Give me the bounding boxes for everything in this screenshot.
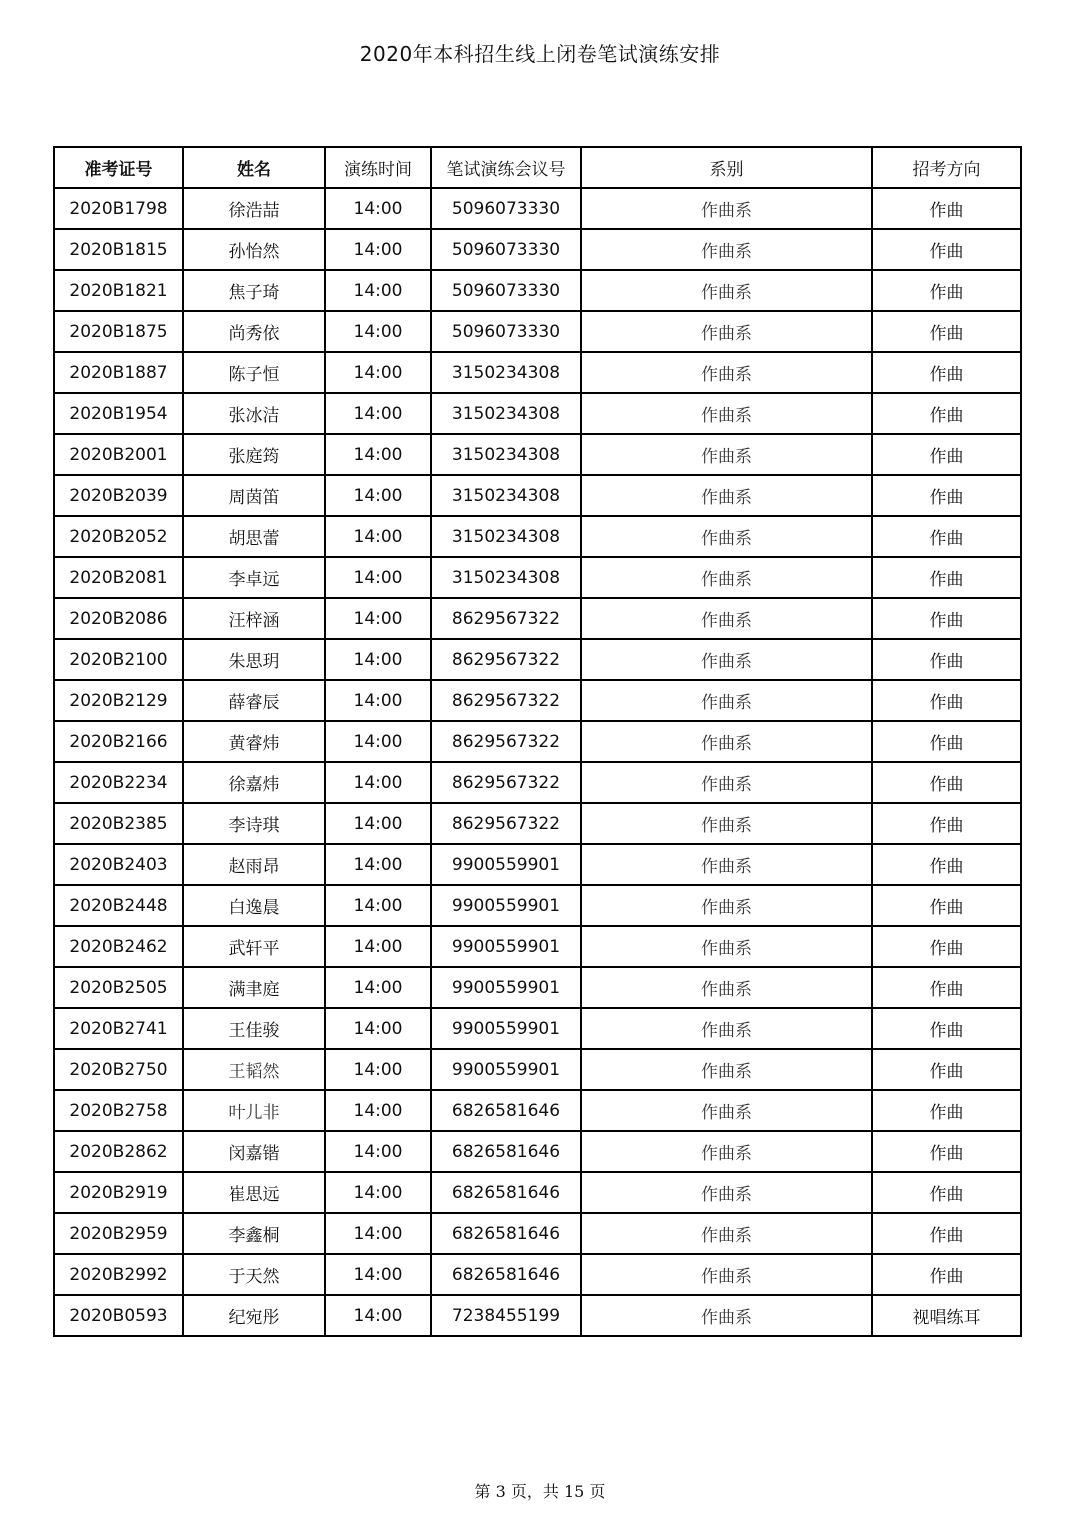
cell-department: 作曲系 — [581, 1090, 872, 1131]
table-row — [54, 1090, 1021, 1131]
cell-major: 作曲 — [872, 229, 1021, 270]
cell-department: 作曲系 — [581, 475, 872, 516]
table-row — [54, 557, 1021, 598]
cell-name: 李卓远 — [183, 557, 325, 598]
cell-meeting-id: 6826581646 — [431, 1254, 581, 1295]
cell-name: 徐浩喆 — [183, 188, 325, 229]
cell-name: 孙怡然 — [183, 229, 325, 270]
cell-time: 14:00 — [325, 557, 431, 598]
table-row — [54, 475, 1021, 516]
cell-name: 王佳骏 — [183, 1008, 325, 1049]
cell-meeting-id: 8629567322 — [431, 639, 581, 680]
table-row — [54, 352, 1021, 393]
table-row — [54, 393, 1021, 434]
cell-exam-id: 2020B1798 — [54, 188, 183, 229]
cell-time: 14:00 — [325, 475, 431, 516]
cell-time: 14:00 — [325, 803, 431, 844]
cell-name: 李诗琪 — [183, 803, 325, 844]
cell-department: 作曲系 — [581, 721, 872, 762]
cell-meeting-id: 6826581646 — [431, 1090, 581, 1131]
cell-exam-id: 2020B2862 — [54, 1131, 183, 1172]
cell-meeting-id: 6826581646 — [431, 1213, 581, 1254]
cell-meeting-id: 7238455199 — [431, 1295, 581, 1336]
cell-exam-id: 2020B0593 — [54, 1295, 183, 1336]
cell-name: 赵雨昂 — [183, 844, 325, 885]
cell-name: 黄睿炜 — [183, 721, 325, 762]
table-row — [54, 885, 1021, 926]
cell-major: 视唱练耳 — [872, 1295, 1021, 1336]
cell-name: 武轩平 — [183, 926, 325, 967]
cell-department: 作曲系 — [581, 393, 872, 434]
header-name: 姓名 — [183, 147, 325, 188]
cell-meeting-id: 9900559901 — [431, 1008, 581, 1049]
cell-major: 作曲 — [872, 967, 1021, 1008]
cell-meeting-id: 3150234308 — [431, 352, 581, 393]
table-row — [54, 1213, 1021, 1254]
cell-meeting-id: 8629567322 — [431, 762, 581, 803]
cell-department: 作曲系 — [581, 639, 872, 680]
cell-exam-id: 2020B2741 — [54, 1008, 183, 1049]
table-row — [54, 1254, 1021, 1295]
cell-time: 14:00 — [325, 229, 431, 270]
cell-time: 14:00 — [325, 844, 431, 885]
cell-meeting-id: 5096073330 — [431, 311, 581, 352]
cell-meeting-id: 3150234308 — [431, 516, 581, 557]
cell-department: 作曲系 — [581, 680, 872, 721]
cell-major: 作曲 — [872, 598, 1021, 639]
cell-name: 张庭筠 — [183, 434, 325, 475]
cell-exam-id: 2020B2919 — [54, 1172, 183, 1213]
cell-major: 作曲 — [872, 1213, 1021, 1254]
cell-major: 作曲 — [872, 1172, 1021, 1213]
cell-exam-id: 2020B2086 — [54, 598, 183, 639]
cell-time: 14:00 — [325, 270, 431, 311]
cell-department: 作曲系 — [581, 434, 872, 475]
header-time: 演练时间 — [325, 147, 431, 188]
cell-major: 作曲 — [872, 721, 1021, 762]
table-row — [54, 1049, 1021, 1090]
cell-meeting-id: 8629567322 — [431, 803, 581, 844]
cell-major: 作曲 — [872, 639, 1021, 680]
cell-department: 作曲系 — [581, 598, 872, 639]
cell-name: 焦子琦 — [183, 270, 325, 311]
cell-meeting-id: 9900559901 — [431, 926, 581, 967]
table-row — [54, 639, 1021, 680]
cell-department: 作曲系 — [581, 844, 872, 885]
cell-name: 李鑫桐 — [183, 1213, 325, 1254]
table-row — [54, 1172, 1021, 1213]
cell-time: 14:00 — [325, 434, 431, 475]
cell-name: 薛睿辰 — [183, 680, 325, 721]
cell-exam-id: 2020B2001 — [54, 434, 183, 475]
cell-name: 叶儿非 — [183, 1090, 325, 1131]
cell-exam-id: 2020B2403 — [54, 844, 183, 885]
cell-major: 作曲 — [872, 311, 1021, 352]
table-header — [54, 147, 1021, 188]
header-department: 系别 — [581, 147, 872, 188]
cell-exam-id: 2020B2385 — [54, 803, 183, 844]
page-title: 2020年本科招生线上闭卷笔试演练安排 — [359, 42, 721, 66]
cell-time: 14:00 — [325, 680, 431, 721]
cell-major: 作曲 — [872, 844, 1021, 885]
cell-exam-id: 2020B1875 — [54, 311, 183, 352]
cell-name: 崔思远 — [183, 1172, 325, 1213]
cell-name: 白逸晨 — [183, 885, 325, 926]
cell-name: 于天然 — [183, 1254, 325, 1295]
cell-major: 作曲 — [872, 434, 1021, 475]
cell-name: 汪梓涵 — [183, 598, 325, 639]
table-row — [54, 516, 1021, 557]
cell-major: 作曲 — [872, 885, 1021, 926]
cell-time: 14:00 — [325, 352, 431, 393]
table-row — [54, 762, 1021, 803]
cell-major: 作曲 — [872, 1090, 1021, 1131]
cell-name: 朱思玥 — [183, 639, 325, 680]
cell-time: 14:00 — [325, 926, 431, 967]
cell-exam-id: 2020B1821 — [54, 270, 183, 311]
cell-department: 作曲系 — [581, 1213, 872, 1254]
cell-department: 作曲系 — [581, 1049, 872, 1090]
table-row — [54, 926, 1021, 967]
table-row — [54, 229, 1021, 270]
cell-name: 闵嘉锴 — [183, 1131, 325, 1172]
cell-time: 14:00 — [325, 1295, 431, 1336]
cell-exam-id: 2020B1815 — [54, 229, 183, 270]
cell-meeting-id: 5096073330 — [431, 188, 581, 229]
cell-meeting-id: 6826581646 — [431, 1131, 581, 1172]
cell-time: 14:00 — [325, 1254, 431, 1295]
cell-department: 作曲系 — [581, 762, 872, 803]
cell-exam-id: 2020B2039 — [54, 475, 183, 516]
cell-major: 作曲 — [872, 557, 1021, 598]
header-meeting-id: 笔试演练会议号 — [431, 147, 581, 188]
table-body — [54, 188, 1021, 1336]
cell-meeting-id: 8629567322 — [431, 598, 581, 639]
cell-meeting-id: 5096073330 — [431, 270, 581, 311]
cell-time: 14:00 — [325, 1008, 431, 1049]
cell-exam-id: 2020B2081 — [54, 557, 183, 598]
table-row — [54, 1295, 1021, 1336]
cell-name: 纪宛彤 — [183, 1295, 325, 1336]
cell-exam-id: 2020B2166 — [54, 721, 183, 762]
cell-exam-id: 2020B2462 — [54, 926, 183, 967]
table-row — [54, 680, 1021, 721]
cell-department: 作曲系 — [581, 557, 872, 598]
cell-department: 作曲系 — [581, 188, 872, 229]
table-row — [54, 270, 1021, 311]
table-row — [54, 844, 1021, 885]
cell-department: 作曲系 — [581, 229, 872, 270]
page-footer: 第 3 页，共 15 页 — [474, 1482, 606, 1501]
cell-major: 作曲 — [872, 188, 1021, 229]
table-row — [54, 721, 1021, 762]
table-row — [54, 598, 1021, 639]
cell-meeting-id: 3150234308 — [431, 475, 581, 516]
cell-major: 作曲 — [872, 762, 1021, 803]
cell-exam-id: 2020B2234 — [54, 762, 183, 803]
cell-major: 作曲 — [872, 1131, 1021, 1172]
cell-major: 作曲 — [872, 516, 1021, 557]
cell-department: 作曲系 — [581, 926, 872, 967]
cell-time: 14:00 — [325, 1213, 431, 1254]
cell-exam-id: 2020B2758 — [54, 1090, 183, 1131]
cell-time: 14:00 — [325, 967, 431, 1008]
cell-meeting-id: 8629567322 — [431, 721, 581, 762]
cell-exam-id: 2020B2100 — [54, 639, 183, 680]
cell-time: 14:00 — [325, 188, 431, 229]
cell-major: 作曲 — [872, 1008, 1021, 1049]
cell-time: 14:00 — [325, 598, 431, 639]
cell-department: 作曲系 — [581, 311, 872, 352]
schedule-table — [53, 146, 1022, 1337]
cell-time: 14:00 — [325, 885, 431, 926]
cell-department: 作曲系 — [581, 1254, 872, 1295]
cell-name: 陈子恒 — [183, 352, 325, 393]
cell-major: 作曲 — [872, 270, 1021, 311]
cell-exam-id: 2020B2959 — [54, 1213, 183, 1254]
cell-meeting-id: 9900559901 — [431, 1049, 581, 1090]
cell-name: 满聿庭 — [183, 967, 325, 1008]
cell-name: 周茵笛 — [183, 475, 325, 516]
cell-exam-id: 2020B2052 — [54, 516, 183, 557]
cell-major: 作曲 — [872, 352, 1021, 393]
cell-time: 14:00 — [325, 1090, 431, 1131]
cell-major: 作曲 — [872, 1254, 1021, 1295]
header-major: 招考方向 — [872, 147, 1021, 188]
cell-department: 作曲系 — [581, 270, 872, 311]
cell-time: 14:00 — [325, 639, 431, 680]
cell-meeting-id: 3150234308 — [431, 434, 581, 475]
table-row — [54, 1131, 1021, 1172]
cell-department: 作曲系 — [581, 967, 872, 1008]
cell-major: 作曲 — [872, 926, 1021, 967]
cell-name: 张冰洁 — [183, 393, 325, 434]
cell-meeting-id: 9900559901 — [431, 885, 581, 926]
table-row — [54, 803, 1021, 844]
cell-department: 作曲系 — [581, 803, 872, 844]
cell-department: 作曲系 — [581, 1131, 872, 1172]
cell-exam-id: 2020B1954 — [54, 393, 183, 434]
cell-name: 胡思蕾 — [183, 516, 325, 557]
cell-time: 14:00 — [325, 311, 431, 352]
cell-major: 作曲 — [872, 475, 1021, 516]
cell-name: 王韬然 — [183, 1049, 325, 1090]
cell-exam-id: 2020B2129 — [54, 680, 183, 721]
cell-time: 14:00 — [325, 762, 431, 803]
cell-department: 作曲系 — [581, 1008, 872, 1049]
cell-department: 作曲系 — [581, 516, 872, 557]
header-row — [54, 147, 1021, 188]
table-row — [54, 1008, 1021, 1049]
cell-department: 作曲系 — [581, 1295, 872, 1336]
cell-exam-id: 2020B1887 — [54, 352, 183, 393]
table-row — [54, 434, 1021, 475]
cell-meeting-id: 8629567322 — [431, 680, 581, 721]
table-row — [54, 311, 1021, 352]
table-row — [54, 188, 1021, 229]
cell-time: 14:00 — [325, 516, 431, 557]
table-row — [54, 967, 1021, 1008]
cell-exam-id: 2020B2992 — [54, 1254, 183, 1295]
cell-meeting-id: 3150234308 — [431, 393, 581, 434]
cell-time: 14:00 — [325, 1131, 431, 1172]
cell-meeting-id: 3150234308 — [431, 557, 581, 598]
cell-exam-id: 2020B2505 — [54, 967, 183, 1008]
cell-department: 作曲系 — [581, 885, 872, 926]
cell-major: 作曲 — [872, 393, 1021, 434]
cell-meeting-id: 6826581646 — [431, 1172, 581, 1213]
cell-department: 作曲系 — [581, 352, 872, 393]
cell-exam-id: 2020B2448 — [54, 885, 183, 926]
header-exam-id: 准考证号 — [54, 147, 183, 188]
cell-name: 徐嘉炜 — [183, 762, 325, 803]
cell-meeting-id: 5096073330 — [431, 229, 581, 270]
cell-time: 14:00 — [325, 1049, 431, 1090]
cell-time: 14:00 — [325, 721, 431, 762]
cell-name: 尚秀依 — [183, 311, 325, 352]
cell-time: 14:00 — [325, 1172, 431, 1213]
cell-exam-id: 2020B2750 — [54, 1049, 183, 1090]
cell-major: 作曲 — [872, 1049, 1021, 1090]
cell-meeting-id: 9900559901 — [431, 844, 581, 885]
cell-department: 作曲系 — [581, 1172, 872, 1213]
cell-meeting-id: 9900559901 — [431, 967, 581, 1008]
cell-major: 作曲 — [872, 803, 1021, 844]
cell-major: 作曲 — [872, 680, 1021, 721]
cell-time: 14:00 — [325, 393, 431, 434]
